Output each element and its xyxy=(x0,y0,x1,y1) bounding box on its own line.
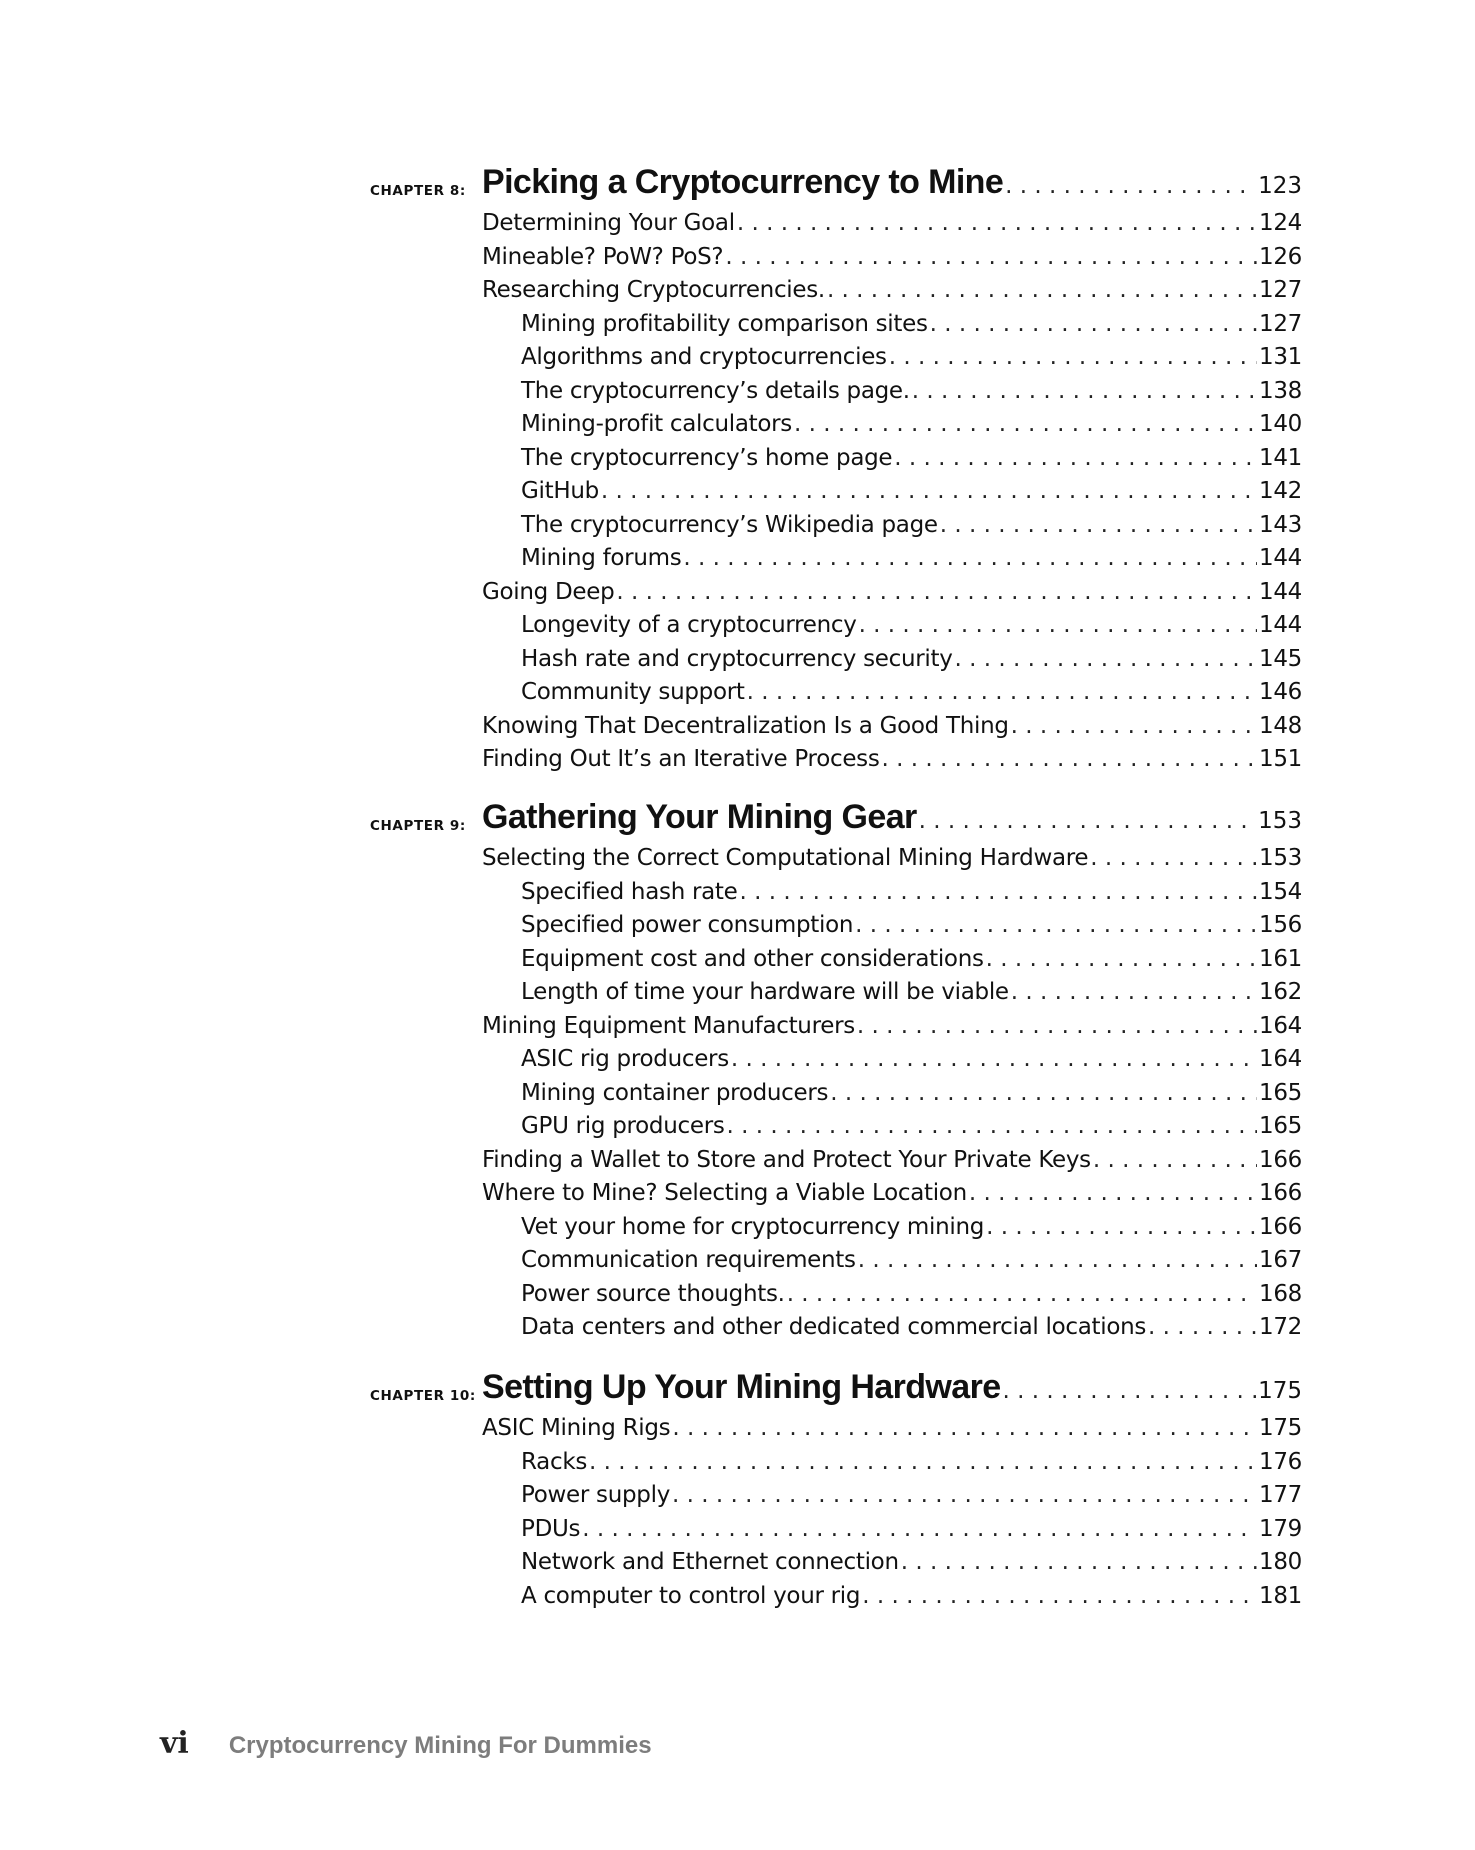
toc-entry[interactable] xyxy=(482,1177,1302,1211)
page-number: 166 xyxy=(1259,1213,1302,1240)
toc-entry[interactable] xyxy=(521,1546,1302,1580)
page-number: 175 xyxy=(1259,1415,1302,1441)
toc-entry[interactable] xyxy=(521,876,1302,910)
chapter-title: Picking a Cryptocurrency to Mine xyxy=(482,163,1004,201)
page-number: 176 xyxy=(1259,1448,1302,1475)
page-number: 175 xyxy=(1258,1378,1302,1404)
entry-title: Mining profitability comparison sites xyxy=(521,310,928,337)
dot-leader xyxy=(727,1110,1257,1144)
toc-entry[interactable] xyxy=(521,1513,1302,1547)
page-number: 146 xyxy=(1259,679,1302,705)
toc-entry[interactable] xyxy=(521,609,1302,643)
toc-entry[interactable] xyxy=(482,1412,1302,1446)
toc-entry[interactable] xyxy=(521,1446,1302,1480)
entry-title: Selecting the Correct Computational Mining Hardware xyxy=(482,845,1089,871)
dot-leader xyxy=(969,1177,1257,1211)
page-number: 161 xyxy=(1259,945,1302,972)
dot-leader xyxy=(862,1580,1257,1614)
page-number: 131 xyxy=(1259,344,1302,370)
entry-title: Researching Cryptocurrencies. xyxy=(482,277,825,303)
page-number: 124 xyxy=(1259,210,1302,236)
entry-title: The cryptocurrency’s home page xyxy=(521,444,893,471)
toc-entry[interactable] xyxy=(521,1077,1302,1111)
page-number: 123 xyxy=(1258,173,1302,199)
dot-leader xyxy=(731,1043,1257,1077)
chapter-title: Setting Up Your Mining Hardware xyxy=(482,1368,1001,1406)
dot-leader xyxy=(725,241,1257,275)
toc-entry[interactable] xyxy=(482,241,1302,275)
entry-title: Algorithms and cryptocurrencies xyxy=(521,344,887,370)
folio-page-number: vi xyxy=(160,1726,189,1761)
entry-title: Equipment cost and other considerations xyxy=(521,945,984,972)
toc-entry[interactable] xyxy=(521,1244,1302,1278)
toc-entry[interactable] xyxy=(482,842,1302,876)
page-number: 127 xyxy=(1259,310,1302,337)
dot-leader xyxy=(855,909,1257,943)
page-number: 164 xyxy=(1259,1046,1302,1072)
dot-leader xyxy=(683,542,1257,576)
dot-leader xyxy=(882,743,1257,777)
dot-leader xyxy=(794,408,1257,442)
entry-title: GitHub xyxy=(521,478,599,504)
entry-title: Determining Your Goal xyxy=(482,210,735,236)
entry-title: ASIC Mining Rigs xyxy=(482,1415,671,1441)
dot-leader xyxy=(986,943,1257,977)
toc-entry[interactable] xyxy=(482,710,1302,744)
page-number: 126 xyxy=(1259,243,1302,270)
dot-leader xyxy=(858,1244,1257,1278)
chapter-label: CHAPTER 8: xyxy=(370,183,466,199)
chapter-entries xyxy=(0,842,1302,1345)
toc-entry[interactable] xyxy=(521,943,1302,977)
toc-entry[interactable] xyxy=(521,1311,1302,1345)
page-number: 127 xyxy=(1259,277,1302,303)
dot-leader xyxy=(737,207,1257,241)
chapter-heading[interactable] xyxy=(370,792,1302,842)
dot-leader xyxy=(894,442,1257,476)
page-number: 144 xyxy=(1259,578,1302,605)
entry-title: The cryptocurrency’s details page. xyxy=(521,377,910,404)
dot-leader xyxy=(747,676,1257,710)
dot-leader xyxy=(601,475,1257,509)
dot-leader xyxy=(616,576,1257,610)
entry-title: Community support xyxy=(521,679,745,705)
page-footer xyxy=(160,1726,652,1766)
chapter-title: Gathering Your Mining Gear xyxy=(482,798,917,836)
page-number: 138 xyxy=(1259,377,1302,404)
dot-leader xyxy=(859,609,1257,643)
page-number: 144 xyxy=(1259,612,1302,638)
running-book-title: Cryptocurrency Mining For Dummies xyxy=(228,1732,652,1759)
dot-leader xyxy=(672,1479,1257,1513)
toc-entry[interactable] xyxy=(482,743,1302,777)
page-number: 167 xyxy=(1259,1247,1302,1273)
dot-leader xyxy=(1005,173,1256,199)
entry-title: Mining forums xyxy=(521,545,682,571)
dot-leader xyxy=(940,509,1257,543)
dot-leader xyxy=(1003,1378,1257,1404)
page-number: 153 xyxy=(1259,845,1302,871)
page-number: 154 xyxy=(1259,878,1302,905)
entry-title: Data centers and other dedicated commercial locations xyxy=(521,1314,1147,1340)
page-number: 166 xyxy=(1259,1180,1302,1206)
page-number: 162 xyxy=(1259,979,1302,1005)
page-number: 148 xyxy=(1259,712,1302,739)
entry-title: A computer to control your rig xyxy=(521,1582,861,1609)
page-number: 172 xyxy=(1259,1314,1302,1340)
page-number: 141 xyxy=(1259,444,1302,471)
dot-leader xyxy=(1148,1311,1257,1345)
toc-entry[interactable] xyxy=(482,207,1302,241)
page-number: 165 xyxy=(1259,1079,1302,1106)
entry-title: Power supply xyxy=(521,1482,671,1508)
toc-entry[interactable] xyxy=(521,308,1302,342)
entry-title: Communication requirements xyxy=(521,1247,856,1273)
entry-title: GPU rig producers xyxy=(521,1113,725,1139)
toc-entry[interactable] xyxy=(521,542,1302,576)
page-number: 145 xyxy=(1259,645,1302,672)
toc-entry[interactable] xyxy=(521,442,1302,476)
dot-leader xyxy=(787,1278,1257,1312)
toc-entry[interactable] xyxy=(521,1580,1302,1614)
chapter-entries xyxy=(0,1412,1302,1613)
page-number: 164 xyxy=(1259,1012,1302,1039)
toc-entry[interactable] xyxy=(521,676,1302,710)
toc-entry[interactable] xyxy=(521,1211,1302,1245)
entry-title: Knowing That Decentralization Is a Good Thing xyxy=(482,712,1009,739)
dot-leader xyxy=(1093,1144,1257,1178)
page-number: 165 xyxy=(1259,1113,1302,1139)
dot-leader xyxy=(857,1010,1257,1044)
dot-leader xyxy=(1011,710,1257,744)
entry-title: Network and Ethernet connection xyxy=(521,1549,899,1575)
dot-leader xyxy=(589,1446,1257,1480)
page-number: 180 xyxy=(1259,1549,1302,1575)
entry-title: Racks xyxy=(521,1448,588,1475)
page-number: 156 xyxy=(1259,912,1302,938)
entry-title: Going Deep xyxy=(482,578,615,605)
page-number: 151 xyxy=(1259,746,1302,772)
toc-entry[interactable] xyxy=(482,1010,1302,1044)
entry-title: ASIC rig producers xyxy=(521,1046,729,1072)
entry-title: Power source thoughts. xyxy=(521,1280,785,1307)
dot-leader xyxy=(582,1513,1257,1547)
entry-title: Vet your home for cryptocurrency mining xyxy=(521,1213,985,1240)
entry-title: Mining Equipment Manufacturers xyxy=(482,1012,855,1039)
dot-leader xyxy=(1011,976,1257,1010)
toc-entry[interactable] xyxy=(482,576,1302,610)
dot-leader xyxy=(672,1412,1257,1446)
chapter-label: CHAPTER 9: xyxy=(370,818,466,834)
page-number: 153 xyxy=(1258,808,1302,834)
entry-title: Length of time your hardware will be viable xyxy=(521,979,1009,1005)
dot-leader xyxy=(930,308,1257,342)
toc-entry[interactable] xyxy=(521,909,1302,943)
toc-entry[interactable] xyxy=(521,475,1302,509)
toc-entry[interactable] xyxy=(482,1144,1302,1178)
page-number: 179 xyxy=(1259,1515,1302,1542)
dot-leader xyxy=(827,274,1257,308)
entry-title: Finding a Wallet to Store and Protect Your Private Keys xyxy=(482,1146,1091,1173)
dot-leader xyxy=(1090,842,1257,876)
chapter-9-section xyxy=(0,792,1302,1345)
chapter-heading[interactable] xyxy=(370,157,1302,207)
toc-entry[interactable] xyxy=(521,643,1302,677)
entry-title: Finding Out It’s an Iterative Process xyxy=(482,746,880,772)
entry-title: Longevity of a cryptocurrency xyxy=(521,612,857,638)
toc-entry[interactable] xyxy=(482,274,1302,308)
dot-leader xyxy=(740,876,1258,910)
entry-title: Mining container producers xyxy=(521,1079,829,1106)
dot-leader xyxy=(919,808,1256,834)
dot-leader xyxy=(912,375,1257,409)
page-number: 140 xyxy=(1259,411,1302,437)
page-number: 168 xyxy=(1259,1280,1302,1307)
chapter-label: CHAPTER 10: xyxy=(370,1388,476,1404)
toc-entry[interactable] xyxy=(521,408,1302,442)
toc-entry[interactable] xyxy=(521,1278,1302,1312)
chapter-entries xyxy=(0,207,1302,777)
toc-entry[interactable] xyxy=(521,341,1302,375)
toc-entry[interactable] xyxy=(521,1479,1302,1513)
page-number: 181 xyxy=(1259,1582,1302,1609)
dot-leader xyxy=(955,643,1257,677)
toc-entry[interactable] xyxy=(521,509,1302,543)
dot-leader xyxy=(901,1546,1257,1580)
dot-leader xyxy=(986,1211,1257,1245)
entry-title: Mineable? PoW? PoS? xyxy=(482,243,724,270)
toc-entry[interactable] xyxy=(521,976,1302,1010)
dot-leader xyxy=(889,341,1257,375)
entry-title: Specified power consumption xyxy=(521,912,854,938)
chapter-heading[interactable] xyxy=(370,1362,1302,1412)
page-number: 166 xyxy=(1259,1146,1302,1173)
toc-entry[interactable] xyxy=(521,1043,1302,1077)
toc-entry[interactable] xyxy=(521,375,1302,409)
entry-title: PDUs xyxy=(521,1515,581,1542)
entry-title: Where to Mine? Selecting a Viable Location xyxy=(482,1180,967,1206)
entry-title: Specified hash rate xyxy=(521,878,738,905)
dot-leader xyxy=(830,1077,1257,1111)
page-number: 177 xyxy=(1259,1482,1302,1508)
entry-title: The cryptocurrency’s Wikipedia page xyxy=(521,511,938,538)
chapter-10-section xyxy=(0,1362,1302,1613)
entry-title: Mining-profit calculators xyxy=(521,411,792,437)
chapter-8-section xyxy=(0,157,1302,777)
page-number: 142 xyxy=(1259,478,1302,504)
toc-entry[interactable] xyxy=(521,1110,1302,1144)
page-number: 143 xyxy=(1259,511,1302,538)
entry-title: Hash rate and cryptocurrency security xyxy=(521,645,953,672)
page-number: 144 xyxy=(1259,545,1302,571)
